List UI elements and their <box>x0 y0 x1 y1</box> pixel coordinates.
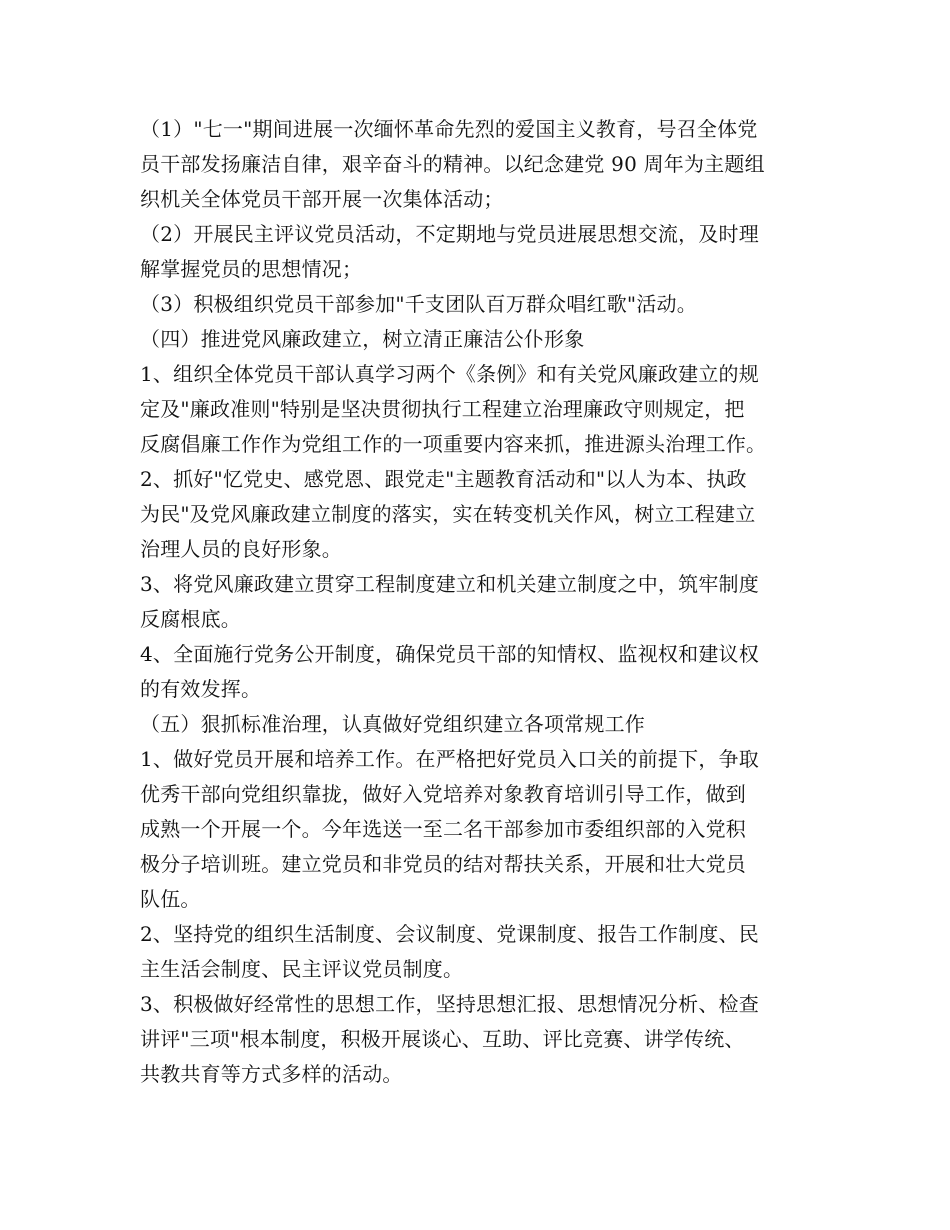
text-line: 1、做好党员开展和培养工作。在严格把好党员入口关的前提下，争取 <box>140 747 759 771</box>
text-line: 解掌握党员的思想情况； <box>140 257 363 281</box>
text-line: （3）积极组织党员干部参加"千支团队百万群众唱红歌"活动。 <box>140 292 697 316</box>
text-line: 优秀干部向党组织靠拢，做好入党培养对象教育培训引导工作，做到 <box>140 782 746 806</box>
text-line: 1、组织全体党员干部认真学习两个《条例》和有关党风廉政建立的规 <box>140 362 759 386</box>
text-line: 3、积极做好经常性的思想工作，坚持思想汇报、思想情况分析、检查 <box>140 992 759 1016</box>
text-line: 2、抓好"忆党史、感党恩、跟党走"主题教育活动和"以人为本、执政 <box>140 467 747 491</box>
text-line: 主生活会制度、民主评议党员制度。 <box>140 957 464 981</box>
text-line: 极分子培训班。建立党员和非党员的结对帮扶关系，开展和壮大党员 <box>140 852 746 876</box>
text-line: 3、将党风廉政建立贯穿工程制度建立和机关建立制度之中，筑牢制度 <box>140 572 759 596</box>
text-line: 织机关全体党员干部开展一次集体活动； <box>140 187 504 211</box>
text-line: 治理人员的良好形象。 <box>140 537 342 561</box>
text-line: 员干部发扬廉洁自律，艰辛奋斗的精神。以纪念建党 90 周年为主题组 <box>140 152 765 176</box>
text-line: 讲评"三项"根本制度，积极开展谈心、互助、评比竞赛、讲学传统、 <box>140 1027 745 1051</box>
text-line: 定及"廉政准则"特别是坚决贯彻执行工程建立治理廉政守则规定，把 <box>140 397 745 421</box>
text-line: 反腐根底。 <box>140 607 241 631</box>
section-heading: （五）狠抓标准治理，认真做好党组织建立各项常规工作 <box>140 712 645 736</box>
text-line: （1）"七一"期间进展一次缅怀革命先烈的爱国主义教育，号召全体党 <box>140 117 758 141</box>
text-line: 反腐倡廉工作作为党组工作的一项重要内容来抓，推进源头治理工作。 <box>140 432 767 456</box>
document-body <box>140 112 820 1092</box>
text-line: 2、坚持党的组织生活制度、会议制度、党课制度、报告工作制度、民 <box>140 922 759 946</box>
text-line: 的有效发挥。 <box>140 677 262 701</box>
text-line: 队伍。 <box>140 887 201 911</box>
text-line: 共教共育等方式多样的活动。 <box>140 1062 403 1086</box>
section-heading: （四）推进党风廉政建立，树立清正廉洁公仆形象 <box>140 327 585 351</box>
text-line: 成熟一个开展一个。今年选送一至二名干部参加市委组织部的入党积 <box>140 817 746 841</box>
text-line: （2）开展民主评议党员活动，不定期地与党员进展思想交流，及时理 <box>140 222 759 246</box>
text-line: 4、全面施行党务公开制度，确保党员干部的知情权、监视权和建议权 <box>140 642 759 666</box>
text-line: 为民"及党风廉政建立制度的落实，实在转变机关作风，树立工程建立 <box>140 502 756 526</box>
